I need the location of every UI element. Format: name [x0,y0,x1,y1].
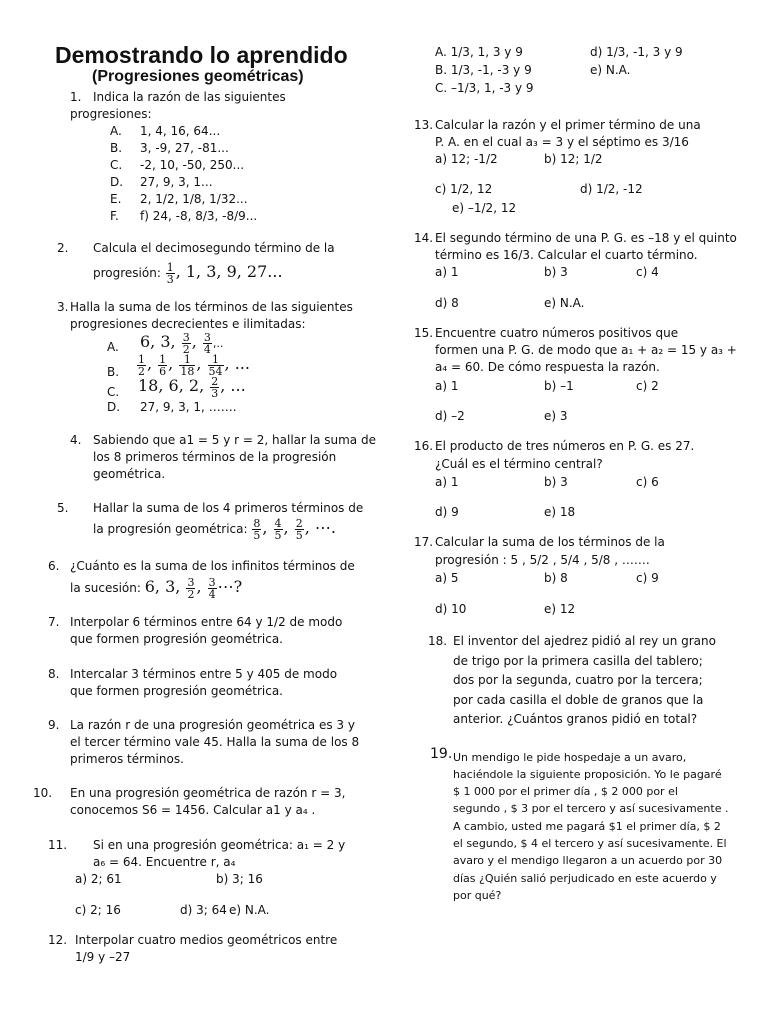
option-e: e) N.A. [590,63,631,77]
question-text: Si en una progresión geométrica: a₁ = 2 y [93,838,346,852]
question-text: progresiones decrecientes e ilimitadas: [70,317,306,331]
option-sequence [138,374,246,399]
question-text: la progresión geométrica: [93,522,248,536]
option-d: d) 1/2, -12 [580,182,643,196]
question-number: 11. [48,838,68,852]
fraction [274,518,283,541]
question-text: El inventor del ajedrez pidió al rey un grano [453,634,716,648]
question-text: progresión: [93,266,161,280]
option-b: b) 12; 1/2 [544,152,603,166]
denominator: 6 [159,365,167,378]
question-number: 13. [414,118,434,132]
question-text: dos por la segunda, cuatro por la tercera; [453,673,703,687]
fraction [186,577,195,600]
option-label: B. [107,365,120,379]
question-text: Halla la suma de los términos de las siguientes [70,300,353,314]
fraction [252,518,261,541]
question-number: 14. [414,231,434,245]
option-e: e) 3 [544,409,568,423]
question-text: Un mendigo le pide hospedaje a un avaro, [453,751,687,764]
option-d: d) 1/3, -1, 3 y 9 [590,45,683,59]
numerator: 3 [182,331,190,344]
option-label: B. [110,141,123,155]
sequence: 6, 3, [140,332,181,351]
option-d: d) –2 [435,409,465,423]
question-text: a₄ = 60. De cómo respuesta la razón. [435,360,660,374]
question-text: Calcula el decimosegundo término de la [93,241,335,255]
numerator: 3 [203,331,211,344]
option-c: c) 6 [636,475,659,489]
page-subtitle: (Progresiones geométricas) [92,68,304,85]
denominator: 4 [203,343,211,356]
option-e: e) N.A. [544,296,585,310]
option-a: a) 1 [435,265,459,279]
question-text: Interpolar 6 términos entre 64 y 1/2 de modo [70,615,343,629]
question-text: de trigo por la primera casilla del tablero; [453,654,703,668]
option-sequence: $\frac{1}{2}$ , $\frac{1}{6}$ , $\frac{1}{18}$ , $\frac{1}{54}$ , ... [138,353,250,378]
question-text: que formen progresión geométrica. [70,684,283,698]
sequence: 6, 3, [144,577,186,596]
question-text: el tercer término vale 45. Halla la suma de los 8 [70,735,360,749]
question-number: 17. [414,535,434,549]
option-label: D. [110,175,124,189]
option-text: 2, 1/2, 1/8, 1/32... [140,192,248,206]
question-text: geométrica. [93,467,166,481]
option-label: D. [107,400,121,414]
question-text: Indica la razón de las siguientes [93,90,286,104]
page-title: Demostrando lo aprendido [55,42,348,68]
question-number: 4. [70,433,82,447]
denominator: 5 [253,529,261,542]
option-c: c) 1/2, 12 [435,182,493,196]
question-text: la sucesión: [70,581,141,595]
option-text: 27, 9, 3, 1... [140,175,213,189]
numerator: 3 [187,576,195,589]
question-text: La razón r de una progresión geométrica es 3 y [70,718,355,732]
question-number: 1. [70,90,82,104]
question-text-with-sequence [93,262,283,285]
option-text: 3, -9, 27, -81... [140,141,229,155]
fraction [166,262,175,285]
numerator: 2 [295,517,303,530]
question-text: por qué? [453,889,502,902]
option-label: C. [107,385,120,399]
question-text: Hallar la suma de los 4 primeros términos de [93,501,364,515]
fraction [295,518,304,541]
question-text: Sabiendo que a1 = 5 y r = 2, hallar la suma de [93,433,376,447]
denominator: 3 [166,273,174,286]
question-text: progresiones: [70,107,152,121]
question-text: El producto de tres números en P. G. es 27. [435,439,695,453]
option-a: a) 1 [435,475,459,489]
option-a: a) 5 [435,571,459,585]
numerator: 1 [138,353,145,366]
option-c: c) 2; 16 [75,903,121,917]
option-d: d) 10 [435,602,467,616]
denominator: 18 [180,365,195,378]
question-number: 7. [48,615,60,629]
question-text: avaro y el mendigo llegaron a un acuerdo por 30 [453,854,723,867]
question-text: Intercalar 3 términos entre 5 y 405 de modo [70,667,338,681]
denominator: 4 [208,588,216,601]
question-text: formen una P. G. de modo que a₁ + a₂ = 15 y a₃ + [435,343,737,357]
question-text: por cada casilla el doble de granos que la [453,693,704,707]
option-b: B. 1/3, -1, -3 y 9 [435,63,532,77]
question-text: El segundo término de una P. G. es –18 y el quinto [435,231,737,245]
option-label: A. [107,340,119,354]
question-text: progresión : 5 , 5/2 , 5/4 , 5/8 , ……. [435,553,650,567]
option-label: E. [110,192,122,206]
option-text: 27, 9, 3, 1, ……. [140,400,237,414]
option-e: e) 12 [544,602,576,616]
option-label: F. [110,209,119,223]
question-number: 16. [414,439,434,453]
question-text: que formen progresión geométrica. [70,632,283,646]
option-d: d) 9 [435,505,459,519]
option-d: d) 8 [435,296,459,310]
option-text: 1, 4, 16, 64... [140,124,221,138]
numerator: 1 [179,354,195,366]
question-text: Calcular la razón y el primer término de una [435,118,701,132]
question-text-with-sequence: la progresión geométrica: $\frac{8}{5}$ , $\frac{4}{5}$ , $\frac{2}{5}$ , ⋯. [93,517,336,542]
option-label: C. [110,158,123,172]
option-e: e) N.A. [229,903,270,917]
question-text: $ 1 000 por el primer día , $ 2 000 por el [453,785,678,798]
denominator: 2 [182,343,190,356]
option-a: a) 2; 61 [75,872,122,886]
option-e: e) 18 [544,505,576,519]
question-text: el segundo, $ 4 el tercero y así sucesivamente. El [453,837,727,850]
option-b: b) –1 [544,379,574,393]
numerator: 8 [253,517,261,530]
denominator: 54 [208,365,223,378]
option-text: f) 24, -8, 8/3, -8/9... [140,209,258,223]
question-number: 18. [428,634,448,648]
question-text: P. A. en el cual a₃ = 3 y el séptimo es 3/16 [435,135,689,149]
question-number: 3. [57,300,69,314]
option-c: C. –1/3, 1, -3 y 9 [435,81,534,95]
numerator: 2 [211,375,219,388]
question-number: 9. [48,718,60,732]
question-text: anterior. ¿Cuántos granos pidió en total? [453,712,698,726]
question-number: 10. [33,786,53,800]
option-text: -2, 10, -50, 250... [140,158,245,172]
question-text: ¿Cuál es el término central? [435,457,603,471]
fraction [210,376,219,399]
option-c: c) 9 [636,571,659,585]
denominator: 2 [138,365,145,378]
numerator: 1 [159,353,167,366]
denominator: 3 [211,387,219,400]
question-text: los 8 primeros términos de la progresión [93,450,337,464]
fraction [208,577,217,600]
option-a: a) 1 [435,379,459,393]
question-text: ¿Cuánto es la suma de los infinitos términos de [70,559,355,573]
denominator: 5 [274,529,282,542]
question-text: días ¿Quién salió perjudicado en este acuerdo y [453,872,717,885]
question-number: 12. [48,933,68,947]
question-number: 19. [430,746,453,762]
option-c: c) 4 [636,265,659,279]
option-sequence: 6, 3, $\frac{3}{2}$ , $\frac{3}{4}$ ,.. [140,331,224,356]
option-e: e) –1/2, 12 [452,201,517,215]
numerator: 1 [166,261,174,274]
question-text: haciéndole la siguiente proposición. Yo le pagaré [453,768,722,781]
question-number: 8. [48,667,60,681]
question-text: Calcular la suma de los términos de la [435,535,665,549]
sequence-tail: ,.. [212,337,224,350]
question-text: conocemos S6 = 1456. Calcular a1 y a₄ . [70,803,316,817]
question-text: a₆ = 64. Encuentre r, a₄ [93,855,236,869]
option-d: d) 3; 64 [180,903,227,917]
question-text-with-sequence: la sucesión: 6, 3, $\frac{3}{2}$ , $\frac{3}{4}$ ⋯? [70,576,243,601]
sequence-tail: , ... [220,376,246,395]
option-c: c) 2 [636,379,659,393]
question-number: 2. [57,241,69,255]
denominator: 5 [295,529,303,542]
question-text: segundo , $ 3 por el tercero y así sucesivamente . [453,802,729,815]
denominator: 2 [187,588,195,601]
sequence-tail: , ⋯. [304,518,336,537]
numerator: 3 [208,576,216,589]
option-a: A. 1/3, 1, 3 y 9 [435,45,523,59]
question-number: 6. [48,559,60,573]
question-text: A cambio, usted me pagará $1 el primer día, $ 2 [453,820,721,833]
numerator: 4 [274,517,282,530]
question-text: 1/9 y –27 [75,950,131,964]
question-text: Encuentre cuatro números positivos que [435,326,679,340]
question-text: primeros términos. [70,752,184,766]
question-number: 15. [414,326,434,340]
question-text: En una progresión geométrica de razón r = 3, [70,786,346,800]
sequence-tail: ⋯? [217,577,243,596]
sequence: , 1, 3, 9, 27... [175,262,283,281]
option-label: A. [110,124,122,138]
option-a: a) 12; -1/2 [435,152,498,166]
sequence: 18, 6, 2, [138,376,210,395]
question-text: Interpolar cuatro medios geométricos entre [75,933,338,947]
numerator: 1 [208,354,224,366]
question-text: término es 16/3. Calcular el cuarto término. [435,248,698,262]
option-b: b) 3 [544,475,568,489]
question-number: 5. [57,501,69,515]
option-b: b) 3; 16 [216,872,263,886]
option-b: b) 3 [544,265,568,279]
option-b: b) 8 [544,571,568,585]
sequence-tail: , ... [224,354,250,373]
